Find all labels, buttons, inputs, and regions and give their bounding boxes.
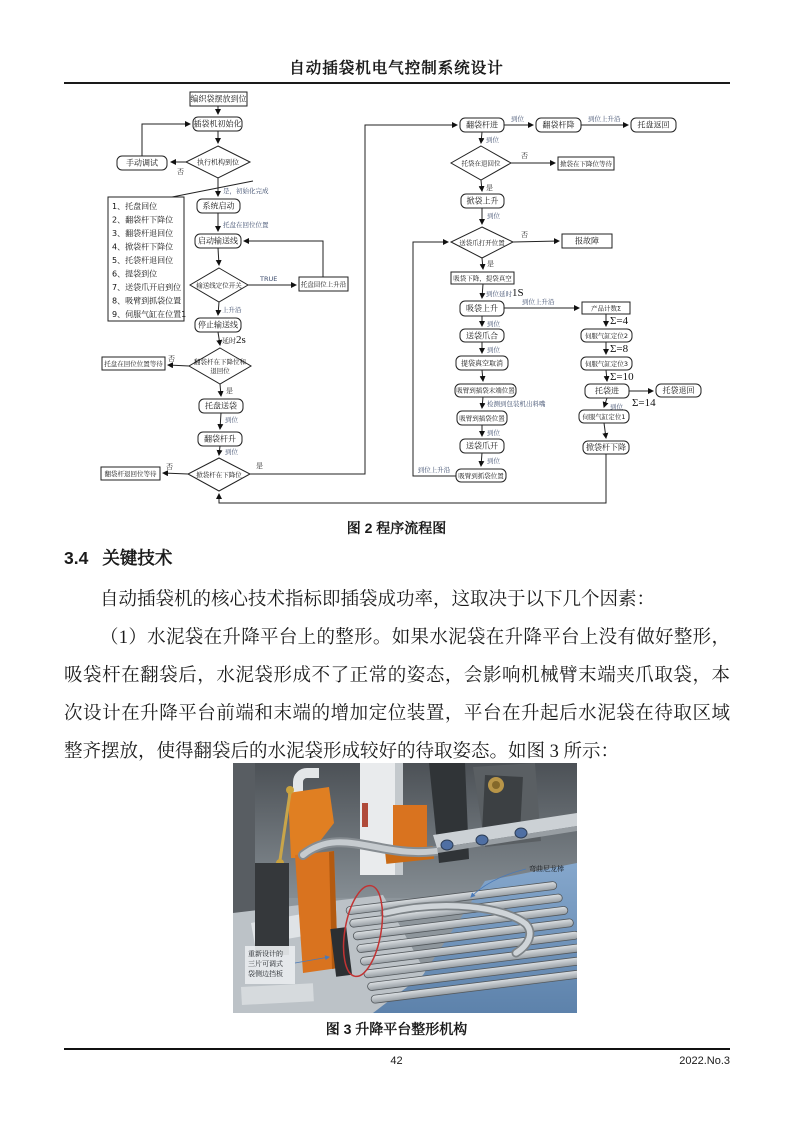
flow-edge	[481, 180, 482, 191]
flow-edge	[219, 446, 220, 455]
flow-edge	[163, 473, 188, 474]
checklist-item: 2、翻袋杆下降位	[112, 215, 174, 225]
brass-knob	[286, 786, 294, 794]
node-label: 托盘返回	[637, 120, 670, 130]
flow-edge	[142, 124, 190, 156]
edge-label-inplace: 到位	[511, 115, 524, 123]
edge-label-no: 否	[168, 355, 175, 363]
section-heading	[64, 545, 186, 570]
footer-divider	[64, 1048, 730, 1050]
paragraph-line: 整齐摆放，使得翻袋后的水泥袋形成较好的待取姿态。如图 3 所示：	[64, 742, 620, 762]
checklist-item: 9、伺服气缸在位置1	[112, 310, 187, 319]
node-label: 系统启动	[202, 201, 235, 211]
edge-label-sigma8: Σ=8	[610, 343, 629, 355]
checklist-item: 3、翻袋杆退回位	[112, 229, 174, 238]
node-label: 托盘送袋	[205, 401, 237, 411]
edge-label-inplace: 到位	[487, 212, 500, 220]
edge-label-inplace: 到位	[486, 136, 499, 144]
flow-edge	[220, 384, 221, 396]
node-label: 送袋爪开	[466, 441, 498, 451]
node-label: 掀袋在下降位等待	[560, 160, 612, 168]
checklist-item: 1、托盘回位	[112, 202, 158, 211]
node-label: 托袋在退回位	[461, 159, 501, 168]
paragraph-line: （1）水泥袋在升降平台上的整形。如果水泥袋在升降平台上没有做好整形，	[100, 628, 730, 648]
fig3-caption: 图 3 升降平台整形机构	[325, 1021, 468, 1037]
node-label: 送袋爪合	[466, 331, 498, 341]
node-label: 翻袋杆进	[466, 120, 498, 130]
node-label: 掀袋杆在下降位	[196, 471, 242, 479]
floor-white-patch	[241, 983, 314, 1005]
paragraph-line: 次设计在升降平台前端和末端的增加定位装置，平台在升起后水泥袋在待取区域	[64, 704, 730, 724]
flow-edge	[218, 302, 219, 315]
node-label: 翻袋杆降	[542, 120, 575, 130]
paragraph-line: 吸袋杆在翻袋后，水泥袋形成不了正常的姿态，会影响机械臂末端夹爪取袋，本	[64, 666, 730, 686]
edge-label-yes: 是	[256, 462, 263, 470]
pipe-red-mark	[362, 803, 368, 827]
checklist-item: 6、提袋到位	[112, 269, 158, 279]
right-label: 弯曲尼龙棒	[529, 865, 564, 873]
node-label: 吸袋下降，提袋真空	[453, 274, 512, 283]
edge-label-sigma10: Σ=10	[610, 371, 634, 383]
checklist-item: 8、吸臂到抓袋位置	[112, 296, 182, 306]
suction-cup	[441, 840, 453, 850]
pulley-hub	[492, 781, 500, 789]
node-label: 吸臂到插袋末端位置	[456, 386, 515, 395]
flow-edge	[250, 125, 457, 474]
footer-issue: 2022.No.3	[679, 1055, 730, 1067]
checklist-item: 5、托袋杆退回位	[112, 256, 174, 265]
flow-edge	[482, 397, 483, 408]
node-label: 托袋进	[595, 386, 619, 396]
edge-label-inplace: 到位	[487, 429, 500, 437]
node-label: 掀袋杆下降	[586, 443, 626, 452]
node-label: 插袋机初始化	[193, 119, 242, 129]
node-label: 停止输送线	[198, 320, 238, 330]
edge-label-yes: 是	[486, 184, 493, 192]
node-label: 编织袋摆放到位	[190, 94, 247, 104]
edge-label-inplace: 到位	[487, 346, 500, 354]
edge-label-inplace: 到位	[225, 448, 238, 456]
checklist-item: 7、送袋爪开启到位	[112, 283, 182, 292]
edge-label-sigma14: Σ=14	[632, 397, 656, 409]
edge-label-inplace-rising: 到位上升沿	[588, 115, 621, 123]
orange-block-right	[393, 805, 427, 851]
edge-label-no: 否	[521, 231, 528, 239]
suction-cup	[515, 828, 527, 838]
node-label: 翻袋杆在下降位和	[194, 358, 246, 366]
node-label: 吸臂到插袋位置	[459, 414, 505, 423]
edge-label-yes-init: 是，初始化完成	[223, 187, 269, 195]
edge-label-inplace-rising: 到位上升沿	[417, 466, 451, 474]
left-dark-band	[233, 763, 255, 923]
node-label: 报故障	[575, 236, 599, 246]
node-label: 托袋退回	[662, 386, 695, 395]
flow-edge	[244, 241, 323, 277]
edge-label-detect: 检测到包装机出料嘴	[487, 400, 546, 408]
left-label-line: 三片可调式	[248, 960, 283, 968]
paragraph-line: 自动插袋机的核心技术指标即插袋成功率，这取决于以下几个因素：	[100, 590, 656, 610]
flow-edge	[413, 242, 456, 476]
edge-label-tray-home: 托盘在回位位置	[223, 221, 269, 229]
node-label: 输送线定位开关	[196, 281, 242, 290]
footer-page-number: 42	[390, 1055, 403, 1067]
node-label: 吸袋上升	[466, 304, 498, 313]
fig3-photo	[233, 763, 577, 1013]
node-label: 翻袋杆退回位等待	[104, 470, 157, 478]
flow-edge	[482, 370, 483, 381]
section-title: 关键技术	[102, 548, 173, 568]
page-title: 自动插袋机电气控制系统设计	[289, 60, 504, 77]
node-label: 退回位	[210, 367, 230, 375]
left-label-line: 袋侧边挡板	[248, 970, 283, 978]
suction-cup	[476, 835, 488, 845]
edge-label-inplace: 到位	[487, 457, 500, 465]
edge-label-inplace-delay1s: 到位延时1S	[486, 287, 524, 299]
node-label: 托盘在回位位置等待	[104, 360, 163, 368]
decision-fliprod-position	[189, 348, 251, 384]
edge-label-inplace: 到位	[225, 416, 238, 424]
flow-edge	[481, 132, 482, 143]
edge-label-inplace-rising: 到位上升沿	[522, 298, 555, 306]
flow-edge	[604, 398, 607, 407]
edge-label-no: 否	[177, 168, 184, 176]
section-number: 3.4	[64, 548, 89, 568]
edge-label-sigma4: Σ=4	[610, 315, 629, 327]
edge-label-yes: 是	[487, 260, 494, 268]
node-label: 伺服气缸定位1	[582, 413, 626, 421]
node-label: 掀袋上升	[466, 196, 499, 206]
flow-edge	[481, 453, 482, 466]
flow-edge	[604, 423, 606, 438]
node-label: 执行机构到位	[197, 158, 239, 167]
edge-label-yes: 是	[226, 387, 233, 395]
edge-label-true: TRUE	[260, 275, 278, 283]
node-label: 提袋真空取消	[461, 359, 503, 368]
flow-edge	[482, 284, 483, 298]
edge-label-rising: 上升沿	[222, 306, 242, 314]
edge-label-delay2s: 延时2s	[222, 334, 246, 346]
flow-edge	[513, 241, 559, 242]
edge-label-no: 否	[521, 152, 528, 160]
flow-edge	[218, 332, 220, 345]
edge-label-inplace: 到位	[487, 320, 500, 328]
edge-label-inplace: 到位	[610, 403, 623, 411]
node-label: 启动输送线	[198, 236, 238, 246]
left-label-line: 重新设计的	[248, 950, 283, 958]
node-label: 手动调试	[126, 158, 158, 168]
flow-edge	[482, 258, 483, 269]
node-label: 吸臂到抓袋位置	[458, 472, 504, 480]
flow-edge	[606, 370, 607, 381]
node-label: 伺服气缸定位2	[584, 332, 629, 340]
node-label: 翻袋杆升	[204, 434, 236, 444]
edge-label-no: 否	[166, 463, 173, 471]
node-label: 伺服气缸定位3	[584, 360, 629, 368]
flow-edge	[168, 365, 189, 366]
fig2-caption: 图 2 程序流程图	[346, 520, 447, 536]
node-label: 托盘回位上升沿	[300, 280, 347, 289]
dark-pillar	[255, 863, 289, 955]
flow-edge	[218, 248, 219, 265]
node-label: 产品计数Σ	[590, 304, 622, 313]
checklist-item: 4、掀袋杆下降位	[112, 242, 174, 252]
node-label: 送袋爪打开位置	[459, 239, 505, 247]
flow-edge	[220, 413, 221, 429]
